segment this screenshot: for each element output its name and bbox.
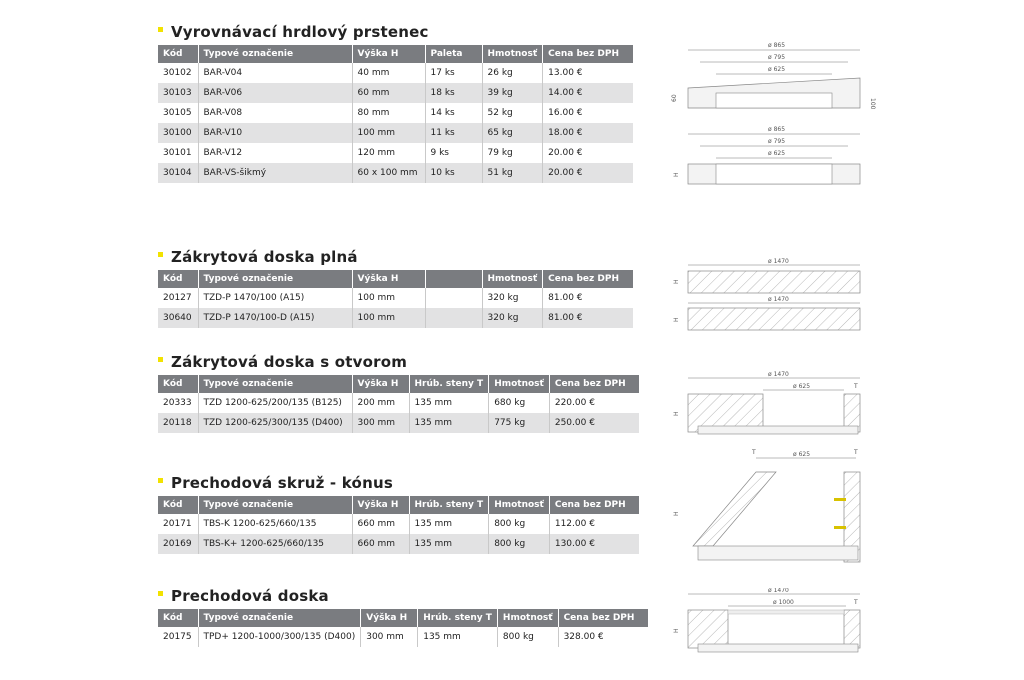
- svg-text:H: H: [673, 172, 680, 177]
- table-row: 30101 BAR-V12 120 mm 9 ks 79 kg 20.00 €: [158, 143, 633, 163]
- svg-text:ø 865: ø 865: [768, 42, 786, 49]
- product-table: [158, 496, 639, 554]
- svg-text:ø 1470: ø 1470: [768, 258, 789, 265]
- bullet-icon: [158, 591, 163, 596]
- section-title: Zákrytová doska s otvorom: [171, 353, 408, 371]
- svg-text:T: T: [854, 449, 858, 456]
- svg-text:ø 795: ø 795: [768, 138, 786, 145]
- product-table: [158, 45, 633, 183]
- section-vyrovnavaci: [158, 22, 633, 183]
- svg-text:ø 625: ø 625: [793, 383, 811, 390]
- svg-text:H: H: [673, 411, 680, 416]
- svg-text:T: T: [854, 383, 858, 390]
- product-table: [158, 609, 648, 647]
- section-zakrytova-otvor: [158, 352, 639, 433]
- table-row: 30105 BAR-V08 80 mm 14 ks 52 kg 16.00 €: [158, 103, 633, 123]
- table-row: 20127 TZD-P 1470/100 (A15) 100 mm 320 kg 81.00 €: [158, 288, 633, 308]
- svg-text:ø 625: ø 625: [768, 150, 786, 157]
- table-row: 20169 TBS-K+ 1200-625/660/135 660 mm 135 mm 800 kg 130.00 €: [158, 534, 639, 554]
- bullet-icon: [158, 252, 163, 257]
- table-row: 30103 BAR-V06 60 mm 18 ks 39 kg 14.00 €: [158, 83, 633, 103]
- svg-text:ø 795: ø 795: [768, 54, 786, 61]
- table-header: Kód Typové označenie Výška H Paleta Hmotnosť Cena bez DPH: [158, 45, 633, 63]
- svg-text:60: 60: [671, 94, 678, 102]
- section-prechodova-skruz: [158, 473, 639, 554]
- bullet-icon: [158, 27, 163, 32]
- table-row: 30100 BAR-V10 100 mm 11 ks 65 kg 18.00 €: [158, 123, 633, 143]
- svg-text:H: H: [673, 279, 680, 284]
- table-row: 30104 BAR-VS-šikmý 60 x 100 mm 10 ks 51 kg 20.00 €: [158, 163, 633, 183]
- section-title: Zákrytová doska plná: [171, 248, 358, 266]
- table-row: 20171 TBS-K 1200-625/660/135 660 mm 135 mm 800 kg 112.00 €: [158, 514, 639, 534]
- svg-text:T: T: [854, 599, 858, 606]
- ring-drawing: [668, 122, 878, 192]
- cone-drawing: [668, 446, 878, 576]
- svg-text:ø 1470: ø 1470: [768, 296, 789, 303]
- svg-text:H: H: [673, 628, 680, 633]
- svg-text:ø 625: ø 625: [793, 451, 811, 458]
- cover-with-hole-drawing: [668, 368, 878, 440]
- table-header: Kód Typové označenie Výška H Hrúb. steny T Hmotnosť Cena bez DPH: [158, 496, 639, 514]
- ring-drawing-slanted: [668, 38, 878, 118]
- svg-text:ø 625: ø 625: [768, 66, 786, 73]
- table-row: 20175 TPD+ 1200-1000/300/135 (D400) 300 mm 135 mm 800 kg 328.00 €: [158, 627, 648, 647]
- svg-text:T: T: [752, 449, 756, 456]
- product-table: [158, 375, 639, 433]
- bullet-icon: [158, 478, 163, 483]
- table-header: Kód Typové označenie Výška H Hmotnosť Cena bez DPH: [158, 270, 633, 288]
- section-title: Vyrovnávací hrdlový prstenec: [171, 23, 429, 41]
- transition-plate-drawing: [668, 588, 878, 660]
- svg-text:H: H: [673, 511, 680, 516]
- table-header: Kód Typové označenie Výška H Hrúb. steny T Hmotnosť Cena bez DPH: [158, 375, 639, 393]
- table-row: 30102 BAR-V04 40 mm 17 ks 26 kg 13.00 €: [158, 63, 633, 83]
- table-row: 20333 TZD 1200-625/200/135 (B125) 200 mm 135 mm 680 kg 220.00 €: [158, 393, 639, 413]
- product-table: [158, 270, 633, 328]
- svg-text:H: H: [673, 317, 680, 322]
- plate-drawing-d: [668, 296, 878, 336]
- svg-text:100: 100: [869, 98, 876, 110]
- table-header: Kód Typové označenie Výška H Hrúb. steny T Hmotnosť Cena bez DPH: [158, 609, 648, 627]
- table-row: 30640 TZD-P 1470/100-D (A15) 100 mm 320 kg 81.00 €: [158, 308, 633, 328]
- svg-text:ø 1470: ø 1470: [768, 588, 789, 594]
- svg-text:ø 1000: ø 1000: [773, 599, 794, 606]
- section-title: Prechodová skruž - kónus: [171, 474, 393, 492]
- bullet-icon: [158, 357, 163, 362]
- section-prechodova-doska: [158, 586, 648, 647]
- svg-text:ø 865: ø 865: [768, 126, 786, 133]
- section-title: Prechodová doska: [171, 587, 329, 605]
- table-row: 20118 TZD 1200-625/300/135 (D400) 300 mm 135 mm 775 kg 250.00 €: [158, 413, 639, 433]
- plate-drawing: [668, 258, 878, 298]
- section-zakrytova-plna: [158, 247, 633, 328]
- svg-text:ø 1470: ø 1470: [768, 371, 789, 378]
